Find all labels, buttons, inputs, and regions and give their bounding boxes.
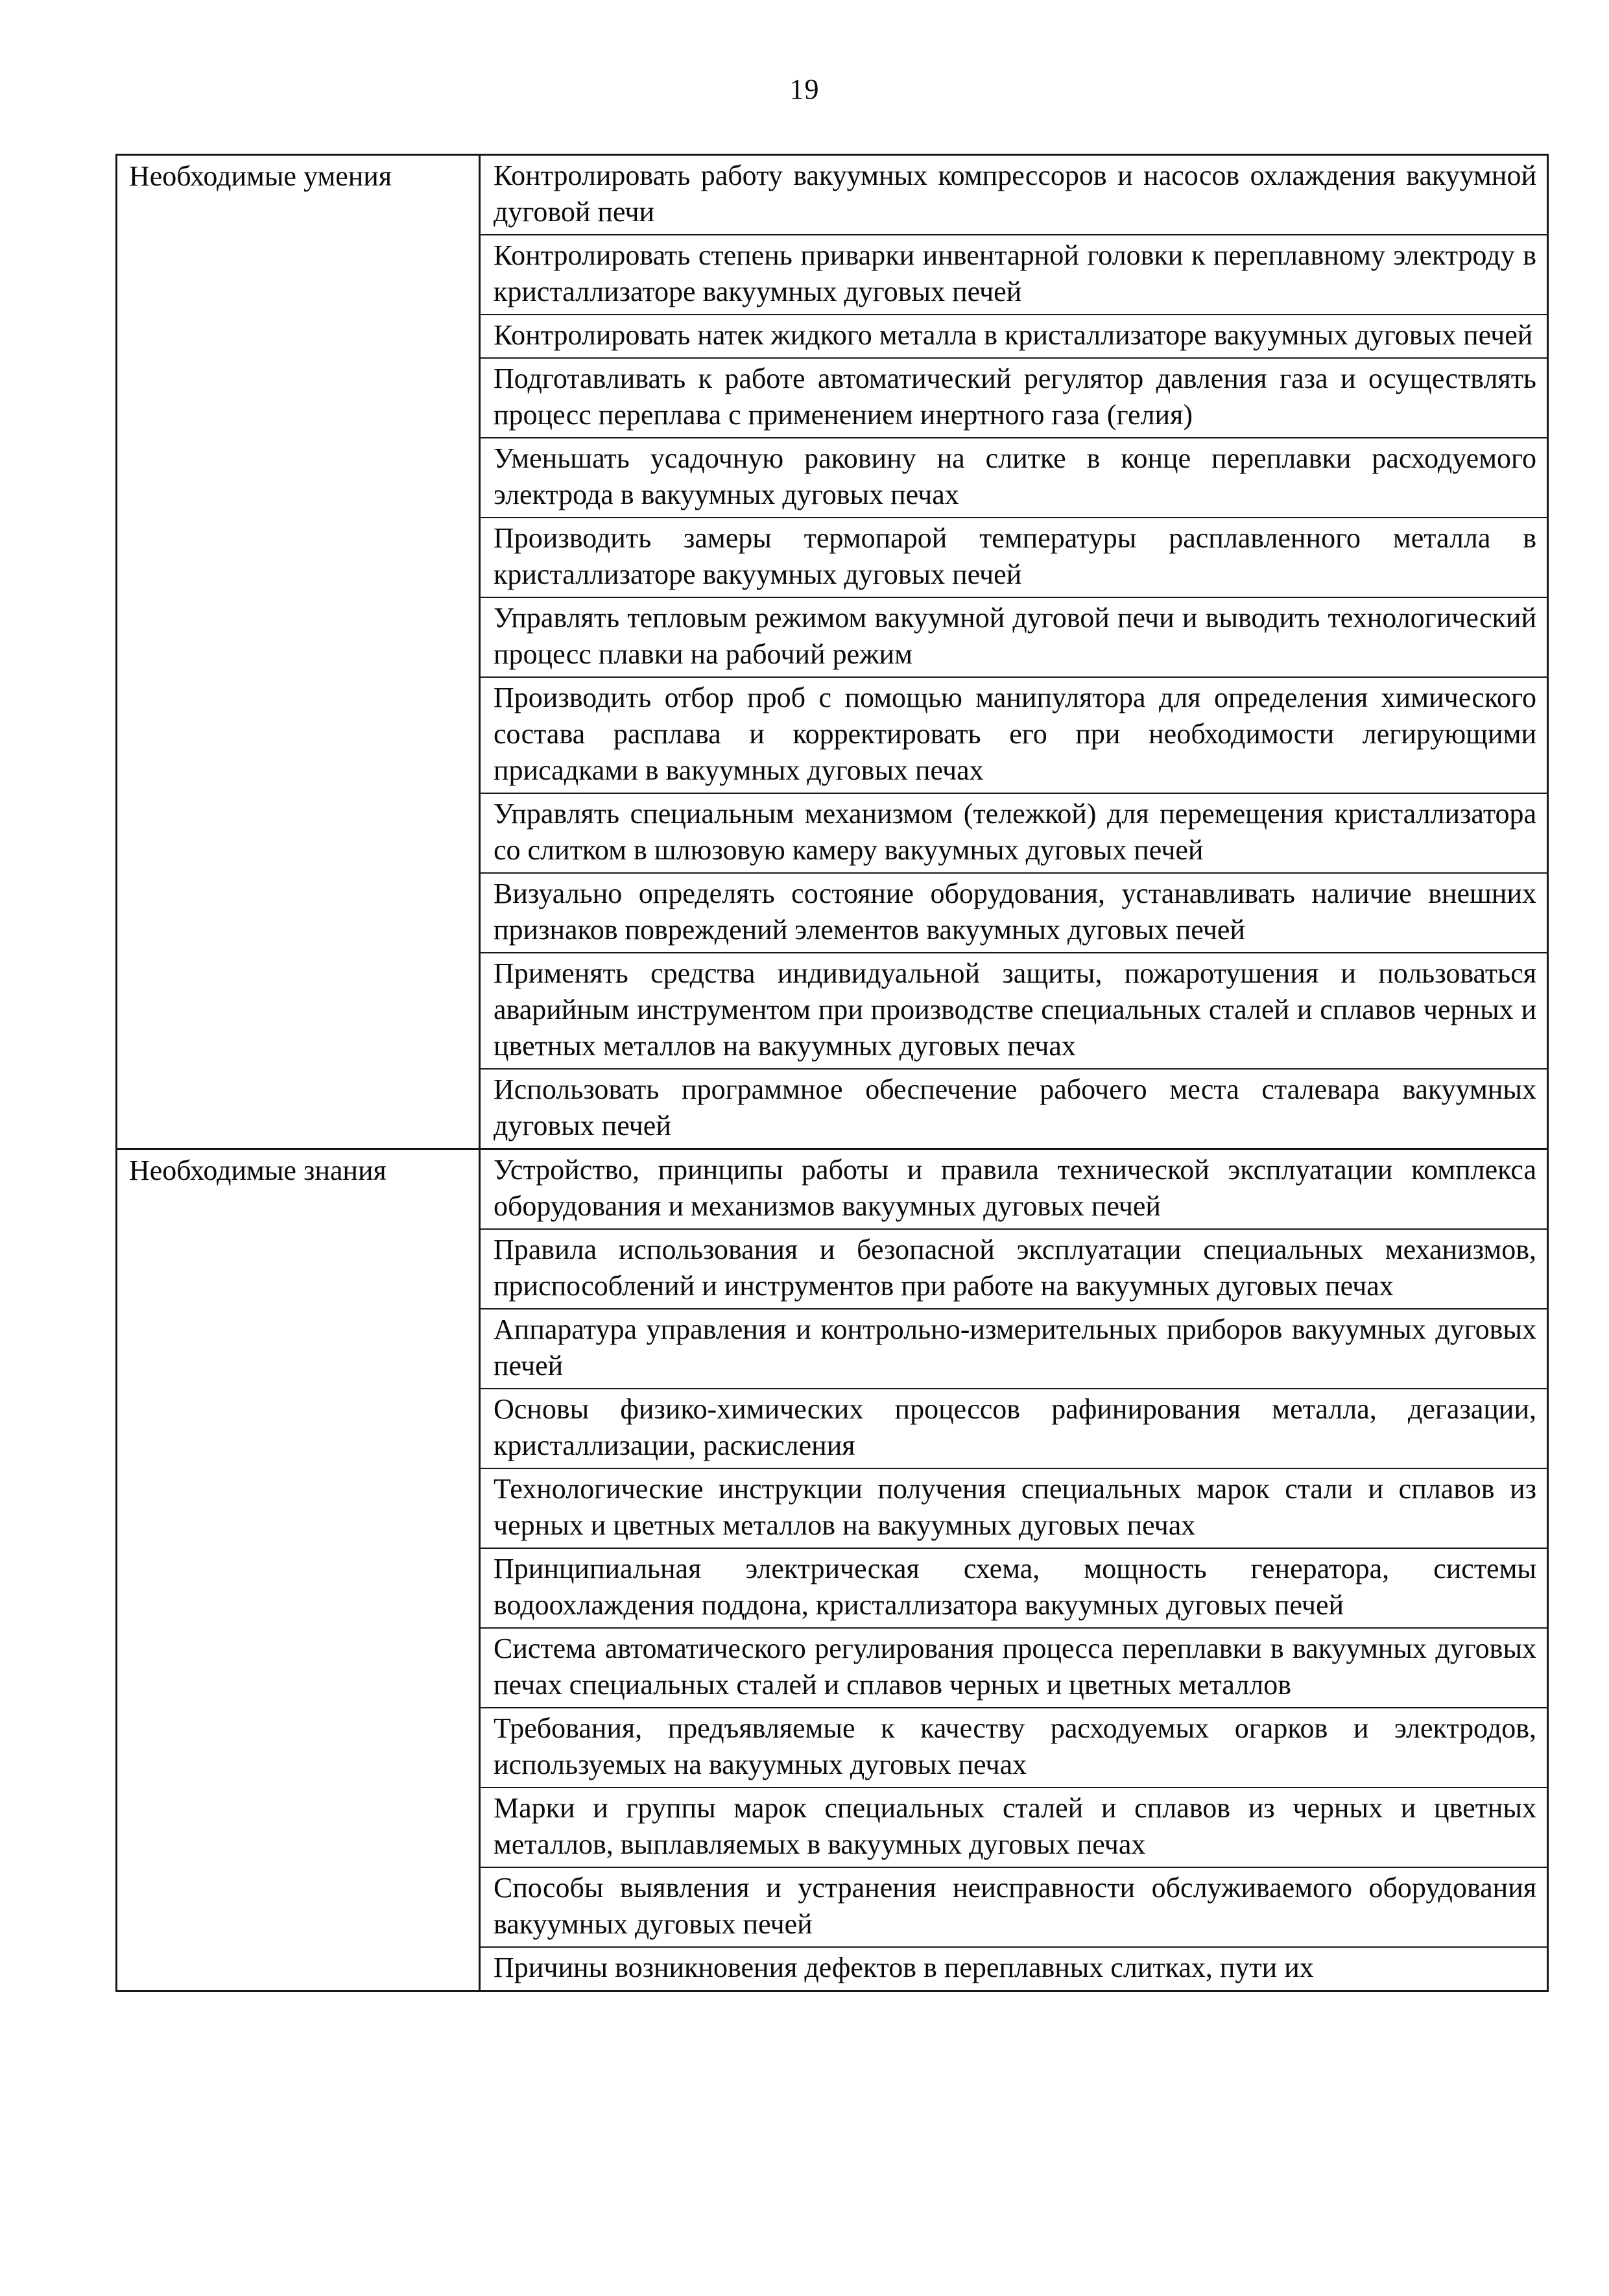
table-item: Способы выявления и устранения неисправности обслуживаемого оборудования вакуумных дуговых печей <box>481 1867 1547 1946</box>
table-item: Уменьшать усадочную раковину на слитке в конце переплавки расходуемого электрода в вакуумных дуговых печах <box>481 437 1547 517</box>
row-label-knowledge: Необходимые знания <box>117 1150 481 1990</box>
table-row-skills <box>117 156 1547 1148</box>
table-item: Устройство, принципы работы и правила технической эксплуатации комплекса оборудования и механизмов вакуумных дуговых печей <box>494 1154 1536 1222</box>
table-item: Требования, предъявляемые к качеству расходуемых огарков и электродов, используемых на вакуумных дуговых печах <box>481 1707 1547 1787</box>
table-item: Производить отбор проб с помощью манипулятора для определения химического состава расплава и корректировать его при необходимости легирующими присадками в вакуумных дуговых печах <box>481 676 1547 793</box>
table-item: Принципиальная электрическая схема, мощность генератора, системы водоохлаждения поддона, кристаллизатора вакуумных дуговых печей <box>481 1548 1547 1627</box>
table-item: Управлять специальным механизмом (тележкой) для перемещения кристаллизатора со слитком в шлюзовую камеру вакуумных дуговых печей <box>481 793 1547 872</box>
table-item: Контролировать работу вакуумных компрессоров и насосов охлаждения вакуумной дуговой печи <box>494 160 1536 228</box>
table-item: Контролировать натек жидкого металла в кристаллизаторе вакуумных дуговых печей <box>481 314 1547 357</box>
table-item: Правила использования и безопасной эксплуатации специальных механизмов, приспособлений и инструментов при работе на вакуумных дуговых печах <box>481 1228 1547 1308</box>
table-item: Применять средства индивидуальной защиты, пожаротушения и пользоваться аварийным инструментом при производстве специальных сталей и сплавов черных и цветных металлов на вакуумных дуговых печах <box>481 952 1547 1068</box>
page-number: 19 <box>789 73 820 105</box>
table-item: Марки и группы марок специальных сталей и сплавов из черных и цветных металлов, выплавляемых в вакуумных дуговых печах <box>481 1787 1547 1867</box>
table-item: Управлять тепловым режимом вакуумной дуговой печи и выводить технологический процесс плавки на рабочий режим <box>481 597 1547 676</box>
row-label-skills: Необходимые умения <box>117 156 481 1148</box>
table-item: Использовать программное обеспечение рабочего места сталевара вакуумных дуговых печей <box>481 1068 1547 1148</box>
table-item: Подготавливать к работе автоматический регулятор давления газа и осуществлять процесс переплава с применением инертного газа (гелия) <box>481 357 1547 437</box>
table-item: Основы физико-химических процессов рафинирования металла, дегазации, кристаллизации, раскисления <box>481 1388 1547 1468</box>
table-item: Визуально определять состояние оборудования, устанавливать наличие внешних признаков повреждений элементов вакуумных дуговых печей <box>481 872 1547 952</box>
table-item: Производить замеры термопарой температуры расплавленного металла в кристаллизаторе вакуумных дуговых печей <box>481 517 1547 597</box>
table-item: Система автоматического регулирования процесса переплавки в вакуумных дуговых печах специальных сталей и сплавов черных и цветных металлов <box>481 1627 1547 1707</box>
table-row-knowledge <box>117 1148 1547 1990</box>
table-item: Причины возникновения дефектов в переплавных слитках, пути их <box>481 1946 1547 1990</box>
table-item: Контролировать степень приварки инвентарной головки к переплавному электроду в кристаллизаторе вакуумных дуговых печей <box>481 234 1547 314</box>
table-item: Аппаратура управления и контрольно-измерительных приборов вакуумных дуговых печей <box>481 1308 1547 1388</box>
requirements-table <box>115 154 1549 1992</box>
knowledge-items-list <box>481 1150 1547 1990</box>
skills-items-list <box>481 156 1547 1148</box>
table-item: Технологические инструкции получения специальных марок стали и сплавов из черных и цветных металлов на вакуумных дуговых печах <box>481 1468 1547 1548</box>
